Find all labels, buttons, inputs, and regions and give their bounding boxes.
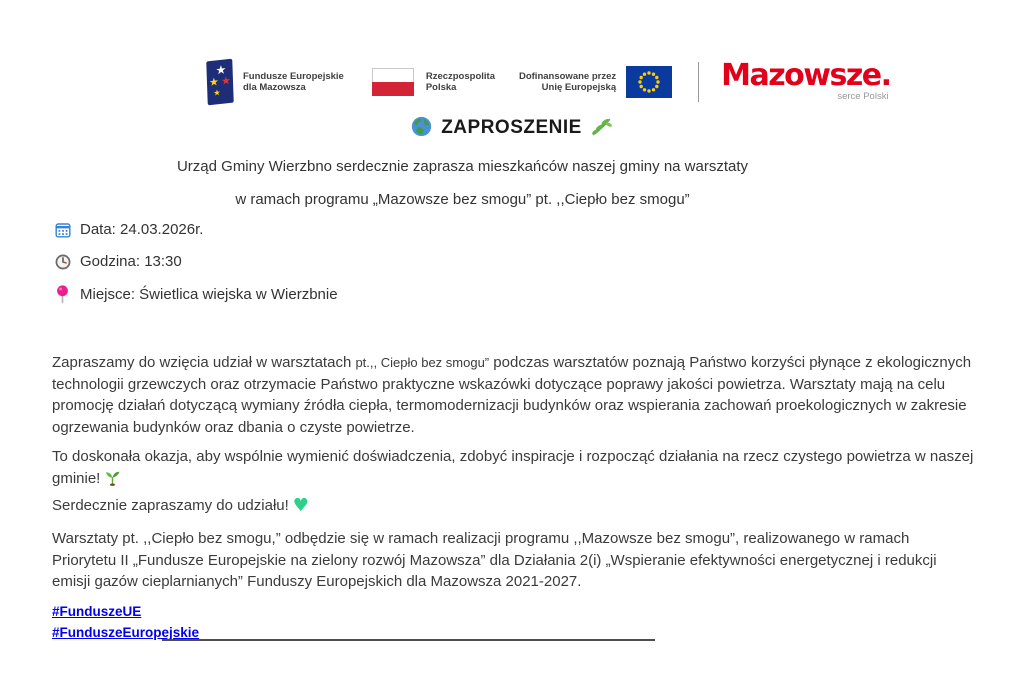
eu-flag-icon bbox=[626, 66, 672, 98]
eu-funding-text: Dofinansowane przez Unię Europejską bbox=[518, 70, 617, 93]
mazowsze-tagline: serce Polski bbox=[837, 91, 889, 102]
paragraph-workshops: Zapraszamy do wzięcia udział w warsztatach pt.,, Ciepło bez smogu” podczas warsztatów poznają Państwo korzyści płynące z ekologicznych technologii grzewczych oraz otrzymacie Państwo praktyczne wskazówki dotyczące poprawy jakości powietrza. Warsztaty mają na celu promocję działań dotyczącą wymiany źródła ciepła, termomodernizacji budynków oraz wspierania zachowań proekologicznych w zakresie ogrzewania budynków oraz dbania o czyste powietrze. bbox=[52, 354, 972, 436]
logo-mazowsze bbox=[721, 58, 891, 102]
paragraph-invite: Serdecznie zapraszamy do udziału! ♥ bbox=[52, 495, 309, 516]
detail-date bbox=[54, 220, 203, 239]
mazowsze-wordmark: Mazowsze. bbox=[721, 58, 891, 93]
title-text: ZAPROSZENIE bbox=[441, 117, 582, 138]
bottom-rule bbox=[162, 639, 655, 641]
detail-time bbox=[54, 252, 182, 271]
seedling-icon bbox=[104, 469, 121, 486]
clock-icon bbox=[54, 252, 71, 271]
header-logos bbox=[207, 56, 891, 108]
logo-divider bbox=[698, 62, 699, 102]
pin-icon bbox=[54, 285, 71, 304]
detail-place bbox=[54, 285, 338, 304]
page-title bbox=[0, 116, 1024, 139]
paragraph-occasion: To doskonała okazja, aby wspólnie wymienić doświadczenia, zdobyć inspiracje i rozpocząć działania na rzecz czystego powietrza w naszej gminie! bbox=[52, 448, 974, 487]
globe-icon bbox=[411, 116, 432, 137]
link-fundusze-europejskie[interactable]: #FunduszeEuropejskie bbox=[52, 625, 200, 640]
poland-logo-text: Rzeczpospolita Polska bbox=[425, 70, 495, 93]
paragraph-program: Warsztaty pt. ,,Ciepło bez smogu,” odbędzie się w ramach realizacji programu ,,Mazowsze bez smogu”, realizowanego w ramach Priorytetu II „Fundusze Europejskie na zielony rozwój Mazowsza” dla Działania 2(i) „Wspieranie efektywności energetycznej i redukcji emisji gazów cieplarnianych” Funduszy Europejskich dla Mazowsza 2021-2027. bbox=[52, 530, 937, 591]
paragraph-workshops-quote: pt.,, Ciepło bez smogu” bbox=[355, 355, 490, 370]
eu-funds-flag-icon: ★ ★ ★ ★ bbox=[206, 59, 234, 106]
detail-time-text: Godzina: 13:30 bbox=[80, 253, 182, 270]
detail-date-text: Data: 24.03.2026r. bbox=[80, 221, 204, 238]
detail-place-text: Miejsce: Świetlica wiejska w Wierzbnie bbox=[80, 286, 338, 303]
poland-flag-icon bbox=[372, 68, 414, 96]
calendar-icon bbox=[54, 220, 71, 239]
herb-icon bbox=[591, 117, 613, 137]
intro-line-1: Urząd Gminy Wierzbno serdecznie zaprasza mieszkańców naszej gminy na warsztaty bbox=[176, 158, 749, 175]
fe-logo-text: Fundusze Europejskie dla Mazowsza bbox=[243, 70, 344, 93]
intro-line-2: w ramach programu „Mazowsze bez smogu” pt. ,,Ciepło bez smogu” bbox=[235, 191, 690, 208]
green-heart-icon: ♥ bbox=[292, 495, 309, 516]
logo-fundusze-europejskie bbox=[207, 60, 344, 104]
link-fundusze-ue[interactable]: #FunduszeUE bbox=[52, 604, 142, 619]
